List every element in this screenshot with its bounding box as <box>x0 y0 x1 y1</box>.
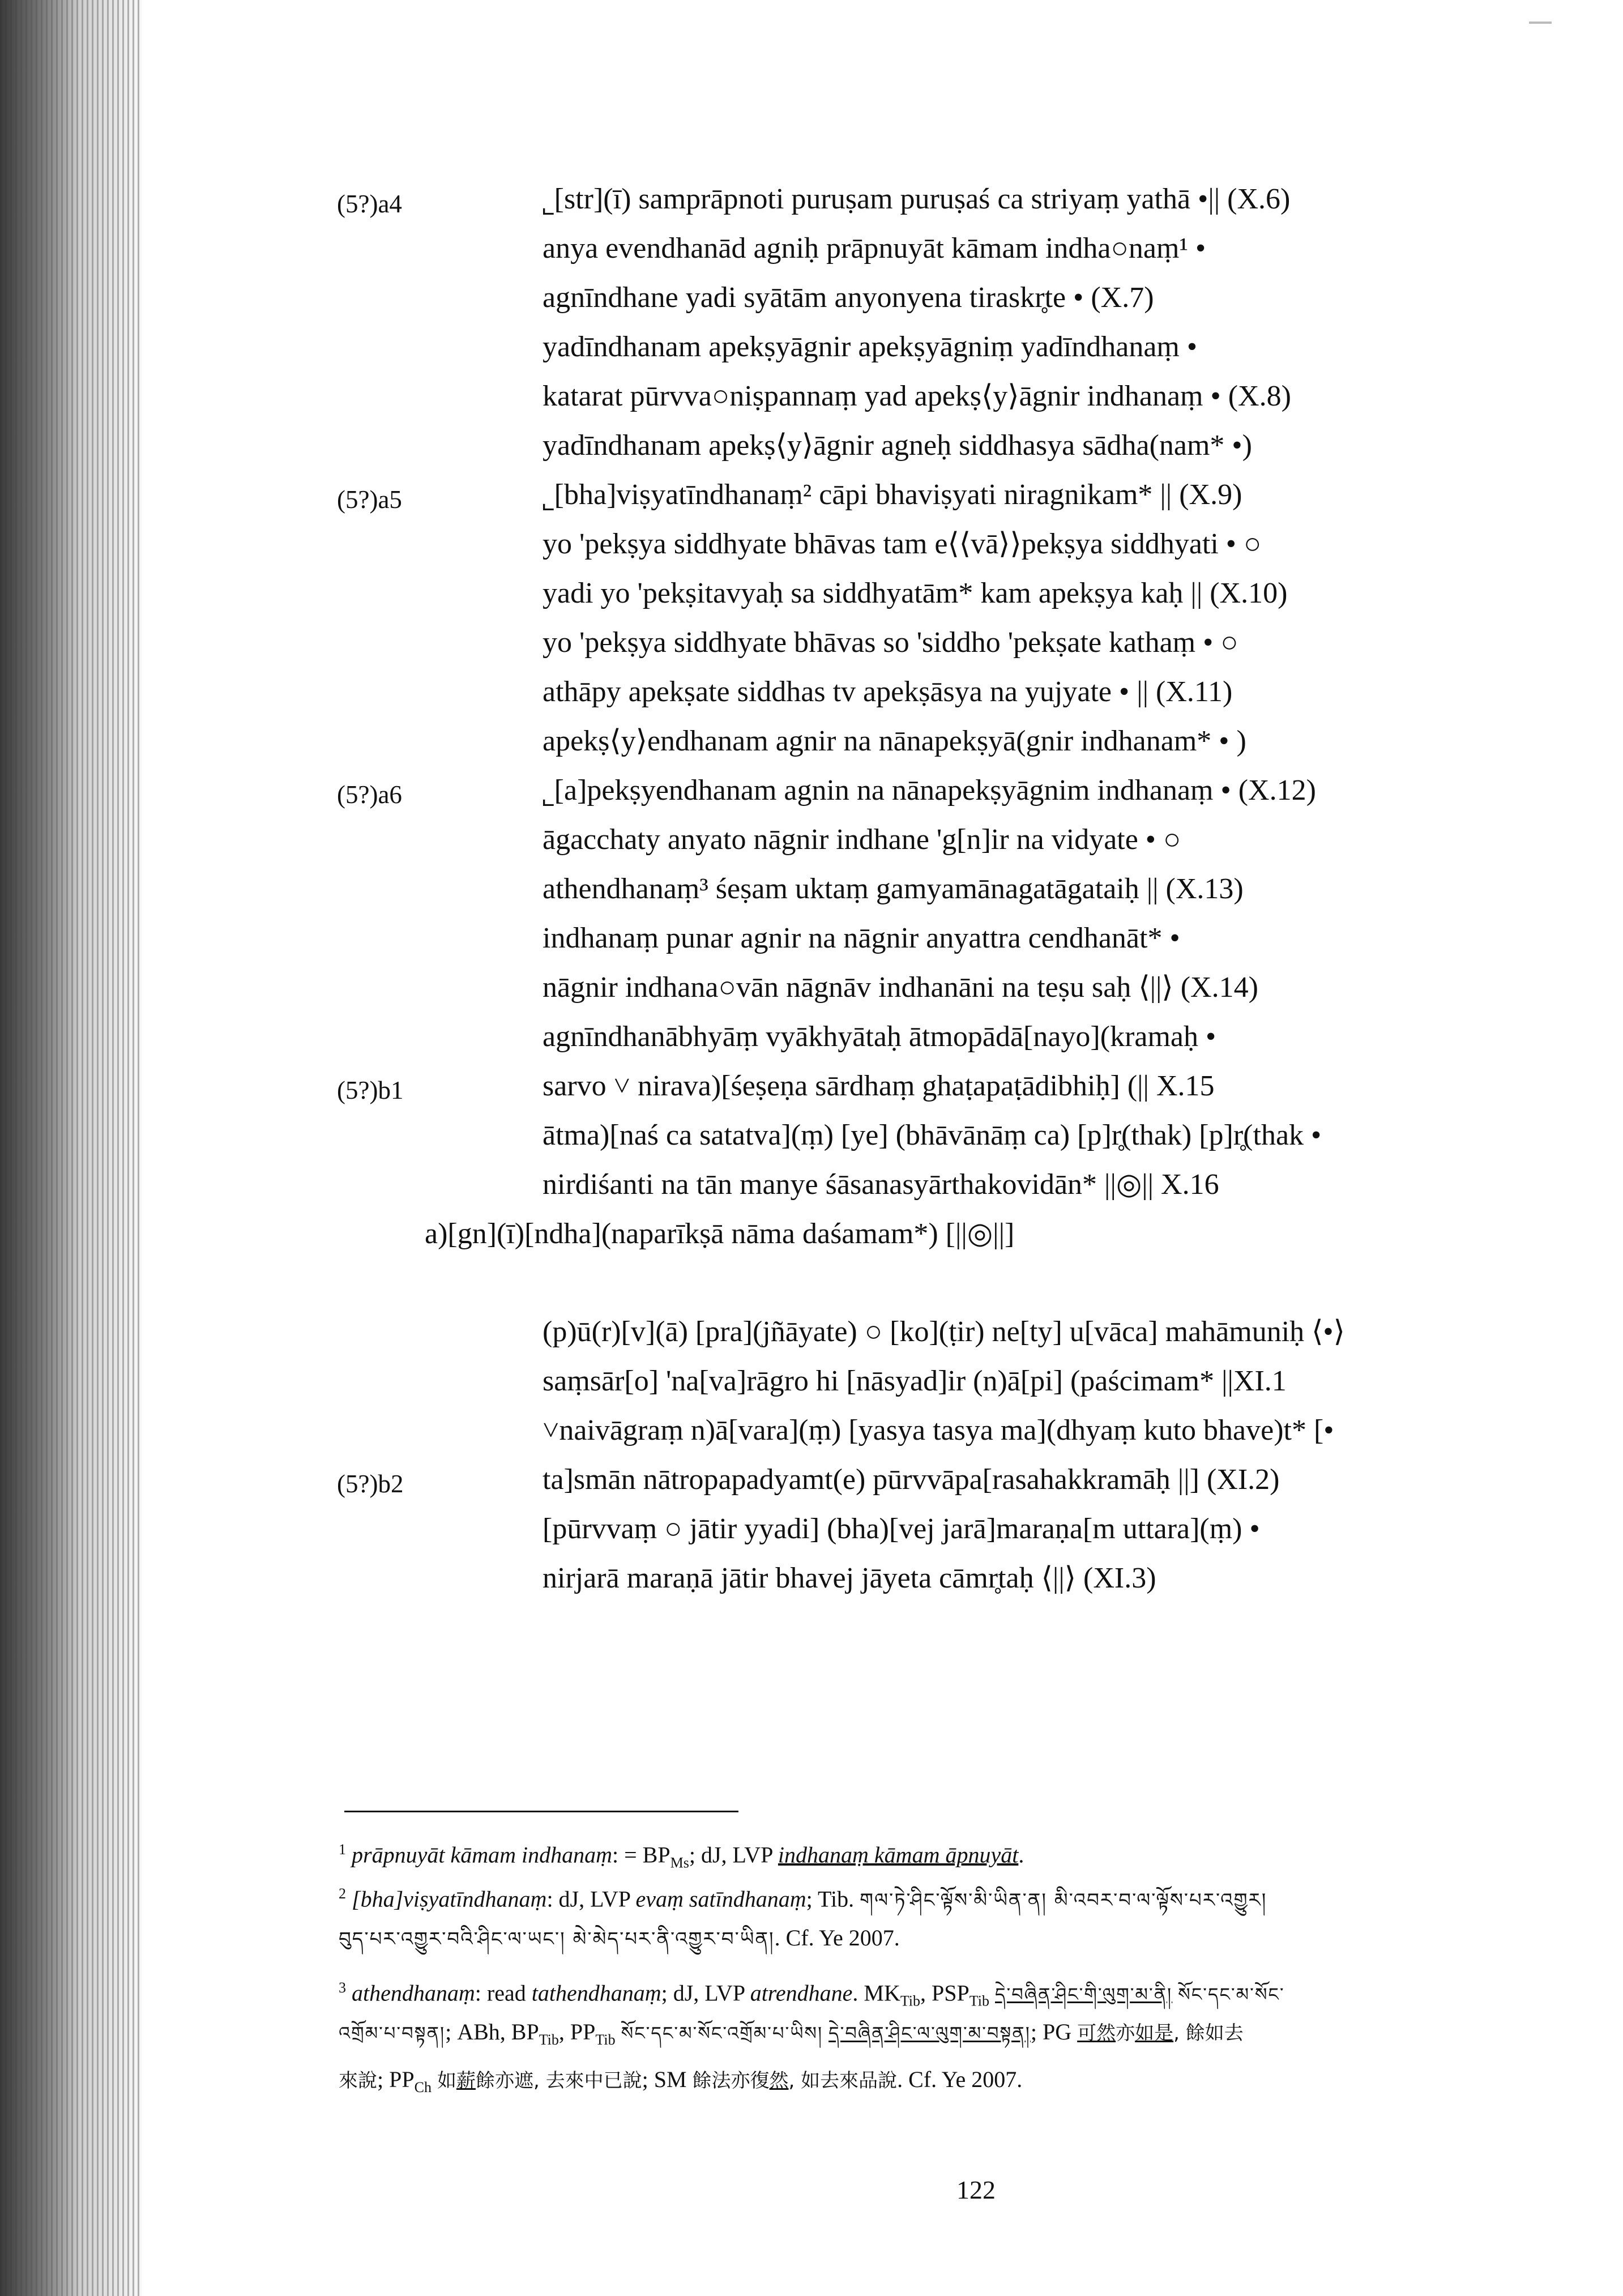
tibetan-text: དེ་བཞིན་ཤིང་གི་ལུག་མ་ནི། <box>995 1983 1173 2005</box>
footnote-3-cont2 <box>339 2065 1022 2102</box>
footnote-lemma: prāpnuyāt kāmam indhanaṃ <box>352 1842 612 1868</box>
footnote-text: ; SM <box>642 2067 693 2092</box>
footnote-2 <box>339 1879 1267 1915</box>
verse-line: yadi yo 'pekṣitavyaḥ sa siddhyatām* kam apekṣya kaḥ || (X.10) <box>543 577 1288 609</box>
chinese-text: 如是 <box>1135 2022 1174 2045</box>
verse-line: (p)ū(r)[v](ā) [pra](jñāyate) ○ [ko](ṭir) ne[ty] u[vāca] mahāmuniḥ ⟨•⟩ <box>543 1316 1345 1348</box>
verse-line: ˾[str](ī) samprāpnoti puruṣam puruṣaś ca striyaṃ yathā •|| (X.6) <box>543 183 1291 215</box>
verse-line: katarat pūrvva○niṣpannaṃ yad apekṣ⟨y⟩āgnir indhanaṃ • (X.8) <box>543 380 1291 412</box>
verse-line: anya evendhanād agniḥ prāpnuyāt kāmam indha○naṃ¹ • <box>543 232 1206 264</box>
footnote-text: ; ABh, BP <box>445 2019 539 2045</box>
tibetan-text: གལ་ཏེ་ཤིང་ལྟོས་མི་ཡིན་ན། མི་འབར་བ་ལ་ལྟོས་པར་འགྱུར། <box>860 1889 1267 1912</box>
binding-edge <box>0 0 79 2296</box>
verse-line: nāgnir indhana○vān nāgnāv indhanāni na teṣu saḥ ⟨||⟩ (X.14) <box>543 971 1258 1004</box>
footnote-subscript: Tib <box>595 2032 616 2048</box>
verse-line: indhanaṃ punar agnir na nāgnir anyattra cendhanāt* • <box>543 922 1180 954</box>
tibetan-text: སོང་དང་མ་སོང་ <box>1178 1983 1285 2005</box>
chinese-text: 可然 <box>1077 2022 1116 2045</box>
verse-line: yadīndhanam apekṣyāgnir apekṣyāgniṃ yadīndhanaṃ • <box>543 331 1198 363</box>
footnote-subscript: Ch <box>414 2079 432 2096</box>
verse-line: ˾[a]pekṣyendhanam agnin na nānapekṣyāgnim indhanaṃ • (X.12) <box>543 774 1316 806</box>
footnote-text: ; PG <box>1030 2019 1078 2045</box>
folio-locator-b1: (5?)b1 <box>337 1076 404 1104</box>
chinese-text: 餘亦遮, 去來中已說 <box>475 2069 642 2092</box>
chinese-text: 然 <box>769 2069 789 2092</box>
footnote-subscript: Tib <box>900 1992 921 2009</box>
footnote-number: 2 <box>339 1885 346 1902</box>
chinese-text: 餘法亦復 <box>692 2069 770 2092</box>
folio-locator-b2: (5?)b2 <box>337 1470 404 1498</box>
footnote-text: : = BP <box>612 1842 670 1868</box>
scan-mark <box>1529 22 1552 24</box>
footnote-reading: evaṃ satīndhanaṃ <box>635 1886 806 1912</box>
verse-line: yadīndhanam apekṣ⟨y⟩āgnir agneḥ siddhasya sādha(nam* •) <box>543 429 1252 462</box>
verse-line: yo 'pekṣya siddhyate bhāvas tam e⟨⟨vā⟩⟩pekṣya siddhyati • ○ <box>543 528 1262 560</box>
footnote-subscript: Tib <box>539 2032 559 2048</box>
footnote-text: . <box>1018 1842 1024 1868</box>
verse-line: nirdiśanti na tān manye śāsanasyārthakovidān* ||◎|| X.16 <box>543 1168 1219 1201</box>
chinese-text: 薪 <box>456 2069 476 2092</box>
footnote-text: ; PP <box>377 2067 415 2092</box>
footnote-reading: tathendhanaṃ <box>531 1980 661 2006</box>
footnote-3 <box>339 1973 1285 2016</box>
footnote-text: . MK <box>852 1980 900 2006</box>
verse-line: ātma)[naś ca satatva](ṃ) [ye] (bhāvānāṃ ca) [p]r̥(thak) [p]r̥(thak • <box>543 1119 1322 1151</box>
chinese-text: , 如去來品說 <box>788 2069 898 2092</box>
footnote-1 <box>339 1835 1024 1877</box>
tibetan-text: སོང་དང་མ་སོང་འགྲོམ་པ་ཡིས། <box>621 2022 823 2044</box>
footnote-text: : dJ, LVP <box>546 1886 636 1912</box>
chinese-text: 亦 <box>1116 2022 1135 2045</box>
verse-line: agnīndhane yadi syātām anyonyena tiraskr̥te • (X.7) <box>543 281 1154 314</box>
verse-line: athendhanaṃ³ śeṣam uktaṃ gamyamānagatāgataiḥ || (X.13) <box>543 873 1244 905</box>
verse-line: sarvo ˅ nirava)[śeṣeṇa sārdhaṃ ghaṭapaṭādibhiḥ] (|| X.15 <box>543 1070 1215 1102</box>
verse-line: ˅naivāgraṃ n)ā[vara](ṃ) [yasya tasya ma](dhyaṃ kuto bhave)t* [• <box>543 1414 1334 1446</box>
footnote-number: 3 <box>339 1979 346 1996</box>
folio-locator-a4: (5?)a4 <box>337 190 402 218</box>
verse-line: apekṣ⟨y⟩endhanam agnir na nānapekṣyā(gnir indhanam* • ) <box>543 725 1246 757</box>
chinese-text: 如 <box>437 2069 456 2092</box>
folio-locator-a5: (5?)a5 <box>337 485 402 514</box>
footnote-number: 1 <box>339 1841 346 1858</box>
verse-line: athāpy apekṣate siddhas tv apekṣāsya na yujyate • || (X.11) <box>543 676 1233 708</box>
verse-line: saṃsār[o] 'na[va]rāgro hi [nāsyad]ir (n)ā[pi] (paścimam* ||XI.1 <box>543 1365 1287 1397</box>
verse-line: nirjarā maraṇā jātir bhavej jāyeta cāmr̥taḥ ⟨||⟩ (XI.3) <box>543 1562 1156 1594</box>
footnote-lemma: [bha]viṣyatīndhanaṃ <box>352 1886 547 1912</box>
chinese-text: , 餘如去 <box>1173 2022 1244 2045</box>
footnote-text: ; Tib. <box>806 1886 860 1912</box>
chapter-colophon: a)[gn](ī)[ndha](naparīkṣā nāma daśamam*) [||◎||] <box>425 1218 1015 1250</box>
verse-line: agnīndhanābhyāṃ vyākhyātaḥ ātmopādā[nayo](kramaḥ • <box>543 1021 1216 1053</box>
tibetan-text: བུད་པར་འགྱུར་བའི་ཤིང་ལ་ཡང་། མེ་མེད་པར་ནི་འགྱུར་བ་ཡིན། <box>339 1928 775 1951</box>
footnote-text: . Cf. Ye 2007. <box>897 2067 1023 2092</box>
footnote-separator <box>344 1811 738 1812</box>
verse-line: ˾[bha]viṣyatīndhanaṃ² cāpi bhaviṣyati niragnikam* || (X.9) <box>543 479 1242 511</box>
folio-locator-a6: (5?)a6 <box>337 780 402 809</box>
verse-line: yo 'pekṣya siddhyate bhāvas so 'siddho 'pekṣate kathaṃ • ○ <box>543 626 1238 659</box>
chinese-text: 來說 <box>339 2069 377 2092</box>
footnote-text: . Cf. Ye 2007. <box>774 1925 900 1951</box>
page-number: 122 <box>956 2175 996 2204</box>
footnote-subscript: Tib <box>969 1992 989 2009</box>
footnote-3-cont <box>339 2017 1244 2055</box>
verse-line: [pūrvvaṃ ○ jātir yyadi] (bha)[vej jarā]maraṇa[m uttara](ṃ) • <box>543 1513 1260 1545</box>
footnote-text: ; dJ, LVP <box>689 1842 778 1868</box>
footnote-text: ; dJ, LVP <box>661 1980 750 2006</box>
footnote-text: , PSP <box>920 1980 969 2006</box>
footnote-subscript: Ms <box>670 1854 689 1871</box>
footnote-text: , PP <box>558 2019 596 2045</box>
verse-line: āgacchaty anyato nāgnir indhane 'g[n]ir na vidyate • ○ <box>543 823 1181 856</box>
footnote-lemma: athendhanaṃ <box>352 1980 475 2006</box>
footnote-reading: atrendhane <box>750 1980 853 2006</box>
verse-line: ta]smān nātropapadyamt(e) pūrvvāpa[rasahakkramāḥ ||] (XI.2) <box>543 1463 1280 1496</box>
footnote-2-cont <box>339 1923 900 1954</box>
tibetan-text: དེ་བཞིན་ཤིང་ལ་ལུག་མ་བསྟན། <box>828 2022 1031 2044</box>
footnote-reading: indhanaṃ kāmam āpnuyāt <box>778 1842 1019 1868</box>
tibetan-text: འགྲོམ་པ་བསྟན། <box>339 2022 446 2044</box>
footnote-text: : read <box>475 1980 532 2006</box>
